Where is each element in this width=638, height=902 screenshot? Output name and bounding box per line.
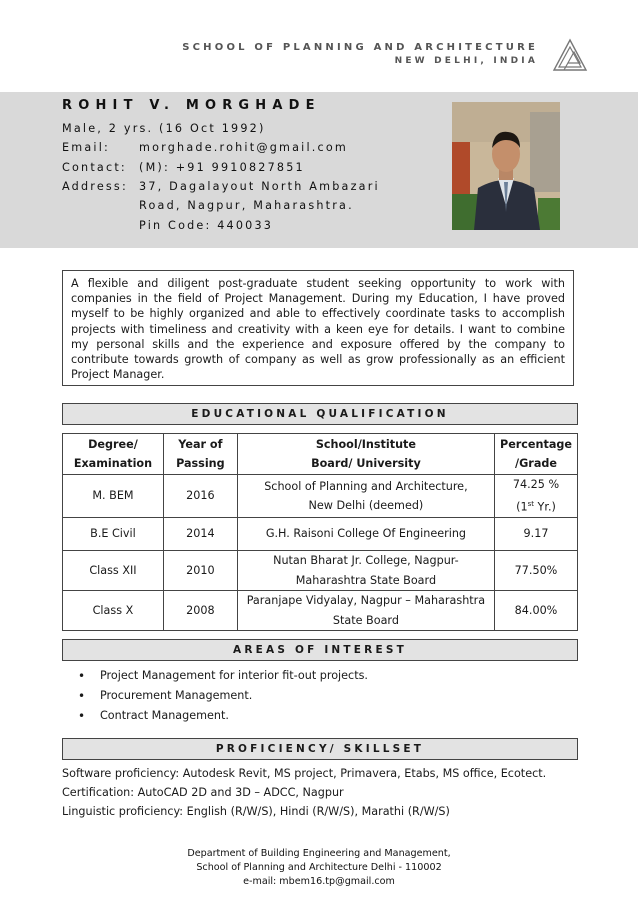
personal-summary: Male, 2 yrs. (16 Oct 1992) — [62, 122, 266, 135]
grade-cell: 74.25 % (1st Yr.) — [495, 475, 578, 518]
candidate-name: ROHIT V. MORGHADE — [62, 98, 321, 113]
list-item: • Procurement Management. — [78, 687, 368, 707]
school-cell: Paranjape Vidyalay, Nagpur – Maharashtra State Board — [237, 591, 494, 631]
list-item: • Contract Management. — [78, 707, 368, 727]
contact-value: (M): +91 9910827851 — [139, 161, 305, 174]
career-objective: A flexible and diligent post-graduate student seeking opportunity to work with companies in the field of Project Management. During my Education, I have proved myself to be highly organized and able to effectively coordinate tasks to accomplish projects with timeliness and creativity with a keen eye for details. I want to combine my personal skills and the experience and exposure offered by the company to contribute towards growth of company as well as grow professionally as an efficient Project Manager. — [62, 270, 574, 386]
linguistic-proficiency: Linguistic proficiency: English (R/W/S), Hindi (R/W/S), Marathi (R/W/S) — [62, 805, 450, 818]
interests-list — [78, 667, 368, 727]
list-item: • Project Management for interior fit-out projects. — [78, 667, 368, 687]
grade-cell: 84.00% — [495, 591, 578, 631]
certification: Certification: AutoCAD 2D and 3D – ADCC, Nagpur — [62, 786, 344, 799]
degree-cell: Class X — [63, 591, 164, 631]
footer-email[interactable]: e-mail: mbem16.tp@gmail.com — [243, 876, 395, 887]
grade-cell: 77.50% — [495, 551, 578, 591]
profile-photo — [452, 102, 560, 230]
table-row — [63, 591, 578, 631]
degree-cell: Class XII — [63, 551, 164, 591]
education-table — [62, 433, 578, 631]
table-row — [63, 551, 578, 591]
school-cell: G.H. Raisoni College Of Engineering — [237, 518, 494, 551]
col-header-year: Year of Passing — [163, 434, 237, 475]
spa-triangle-logo — [552, 38, 588, 72]
interests-section-title: AREAS OF INTEREST — [62, 639, 578, 661]
col-header-school: School/Institute Board/ University — [237, 434, 494, 475]
col-header-degree: Degree/ Examination — [63, 434, 164, 475]
pin-code: Pin Code: 440033 — [139, 219, 274, 232]
col-header-grade: Percentage /Grade — [495, 434, 578, 475]
degree-cell: B.E Civil — [63, 518, 164, 551]
software-proficiency: Software proficiency: Autodesk Revit, MS project, Primavera, Etabs, MS office, Ecotect. — [62, 767, 547, 780]
address-line-2: Road, Nagpur, Maharashtra. — [139, 199, 354, 212]
address-line-1: 37, Dagalayout North Ambazari — [139, 180, 380, 193]
table-row — [63, 475, 578, 518]
footer-department: Department of Building Engineering and Management, — [187, 848, 451, 859]
address-label: Address: — [62, 180, 128, 193]
year-cell: 2008 — [163, 591, 237, 631]
year-cell: 2014 — [163, 518, 237, 551]
email-label: Email: — [62, 141, 111, 154]
school-name: SCHOOL OF PLANNING AND ARCHITECTURE — [182, 42, 538, 53]
email-value[interactable]: morghade.rohit@gmail.com — [139, 141, 349, 154]
school-city: NEW DELHI, INDIA — [394, 56, 538, 66]
year-cell: 2010 — [163, 551, 237, 591]
contact-label: Contact: — [62, 161, 127, 174]
year-cell: 2016 — [163, 475, 237, 518]
education-section-title: EDUCATIONAL QUALIFICATION — [62, 403, 578, 425]
footer-address: School of Planning and Architecture Delhi - 110002 — [196, 862, 442, 873]
grade-cell: 9.17 — [495, 518, 578, 551]
table-header-row — [63, 434, 578, 475]
table-row — [63, 518, 578, 551]
skills-section-title: PROFICIENCY/ SKILLSET — [62, 738, 578, 760]
degree-cell: M. BEM — [63, 475, 164, 518]
school-cell: Nutan Bharat Jr. College, Nagpur- Maharashtra State Board — [237, 551, 494, 591]
school-cell: School of Planning and Architecture, New Delhi (deemed) — [237, 475, 494, 518]
